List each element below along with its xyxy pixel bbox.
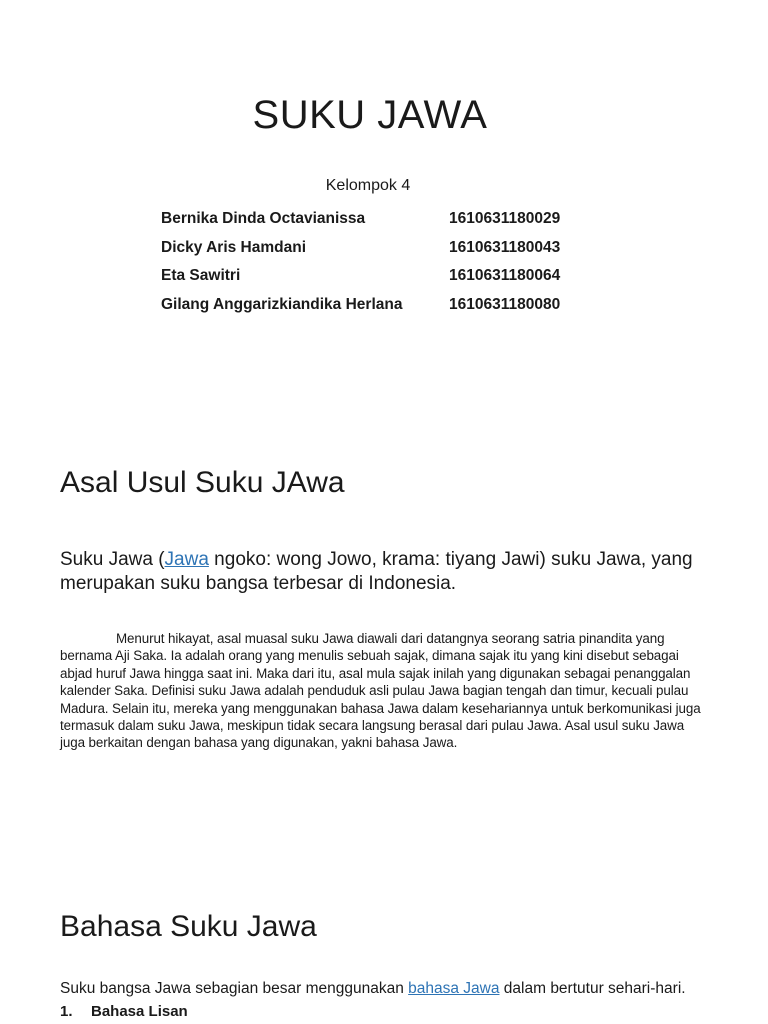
member-name: Eta Sawitri: [161, 267, 241, 285]
bahasa-text-before: Suku bangsa Jawa sebagian besar menggunakan: [60, 980, 409, 997]
section-heading-bahasa: Bahasa Suku Jawa: [60, 910, 317, 943]
list-item: [60, 1003, 188, 1020]
intro-text-before: Suku Jawa (: [60, 549, 165, 570]
member-row: [161, 262, 609, 291]
member-row: [161, 234, 609, 263]
section-heading-asal-usul: Asal Usul Suku JAwa: [60, 466, 345, 499]
bahasa-text-after: dalam bertutur sehari-hari.: [499, 980, 686, 997]
member-id: 1610631180043: [449, 238, 561, 256]
member-id: 1610631180064: [449, 267, 561, 285]
intro-text: [60, 548, 700, 596]
group-label: Kelompok 4: [325, 177, 411, 194]
member-id: 1610631180029: [449, 210, 561, 228]
member-id: 1610631180080: [449, 296, 561, 314]
member-list: [161, 205, 609, 319]
asal-usul-paragraph: Menurut hikayat, asal muasal suku Jawa diawali dari datangnya seorang satria pinandita yang bernama Aji Saka. Ia adalah orang yang menulis sebuah sajak, dimana sajak itu yang kini disebut sebagai abjad huruf Jawa hingga saat ini. Maka dari itu, asal mula sajak inilah yang digunakan sebagai penanggalan kalender Saka. Definisi suku Jawa adalah penduduk asli pulau Jawa bagian tengah dan timur, kecuali pulau Madura. Selain itu, mereka yang menggunakan bahasa Jawa dalam kesehariannya untuk berkomunikasi juga termasuk dalam suku Jawa, meskipun tidak secara langsung berasal dari pulau Jawa. Asal usul suku Jawa juga berkaitan dengan bahasa yang digunakan, yakni bahasa Jawa.: [60, 631, 701, 751]
list-number: 1.: [60, 1003, 73, 1020]
member-name: Bernika Dinda Octavianissa: [161, 210, 366, 228]
document-title: SUKU JAWA: [252, 92, 488, 137]
member-name: Dicky Aris Hamdani: [161, 238, 307, 256]
member-row: [161, 205, 609, 234]
jawa-link[interactable]: Jawa: [164, 549, 209, 570]
bahasa-jawa-link[interactable]: bahasa Jawa: [408, 980, 500, 997]
member-row: [161, 291, 609, 320]
list-label: Bahasa Lisan: [91, 1003, 188, 1020]
bahasa-text: [60, 980, 720, 998]
intro-text-after: ngoko: wong Jowo, krama: tiyang Jawi) suku Jawa, yang merupakan suku bangsa terbesar di Indonesia.: [60, 549, 693, 594]
member-name: Gilang Anggarizkiandika Herlana: [161, 296, 403, 314]
